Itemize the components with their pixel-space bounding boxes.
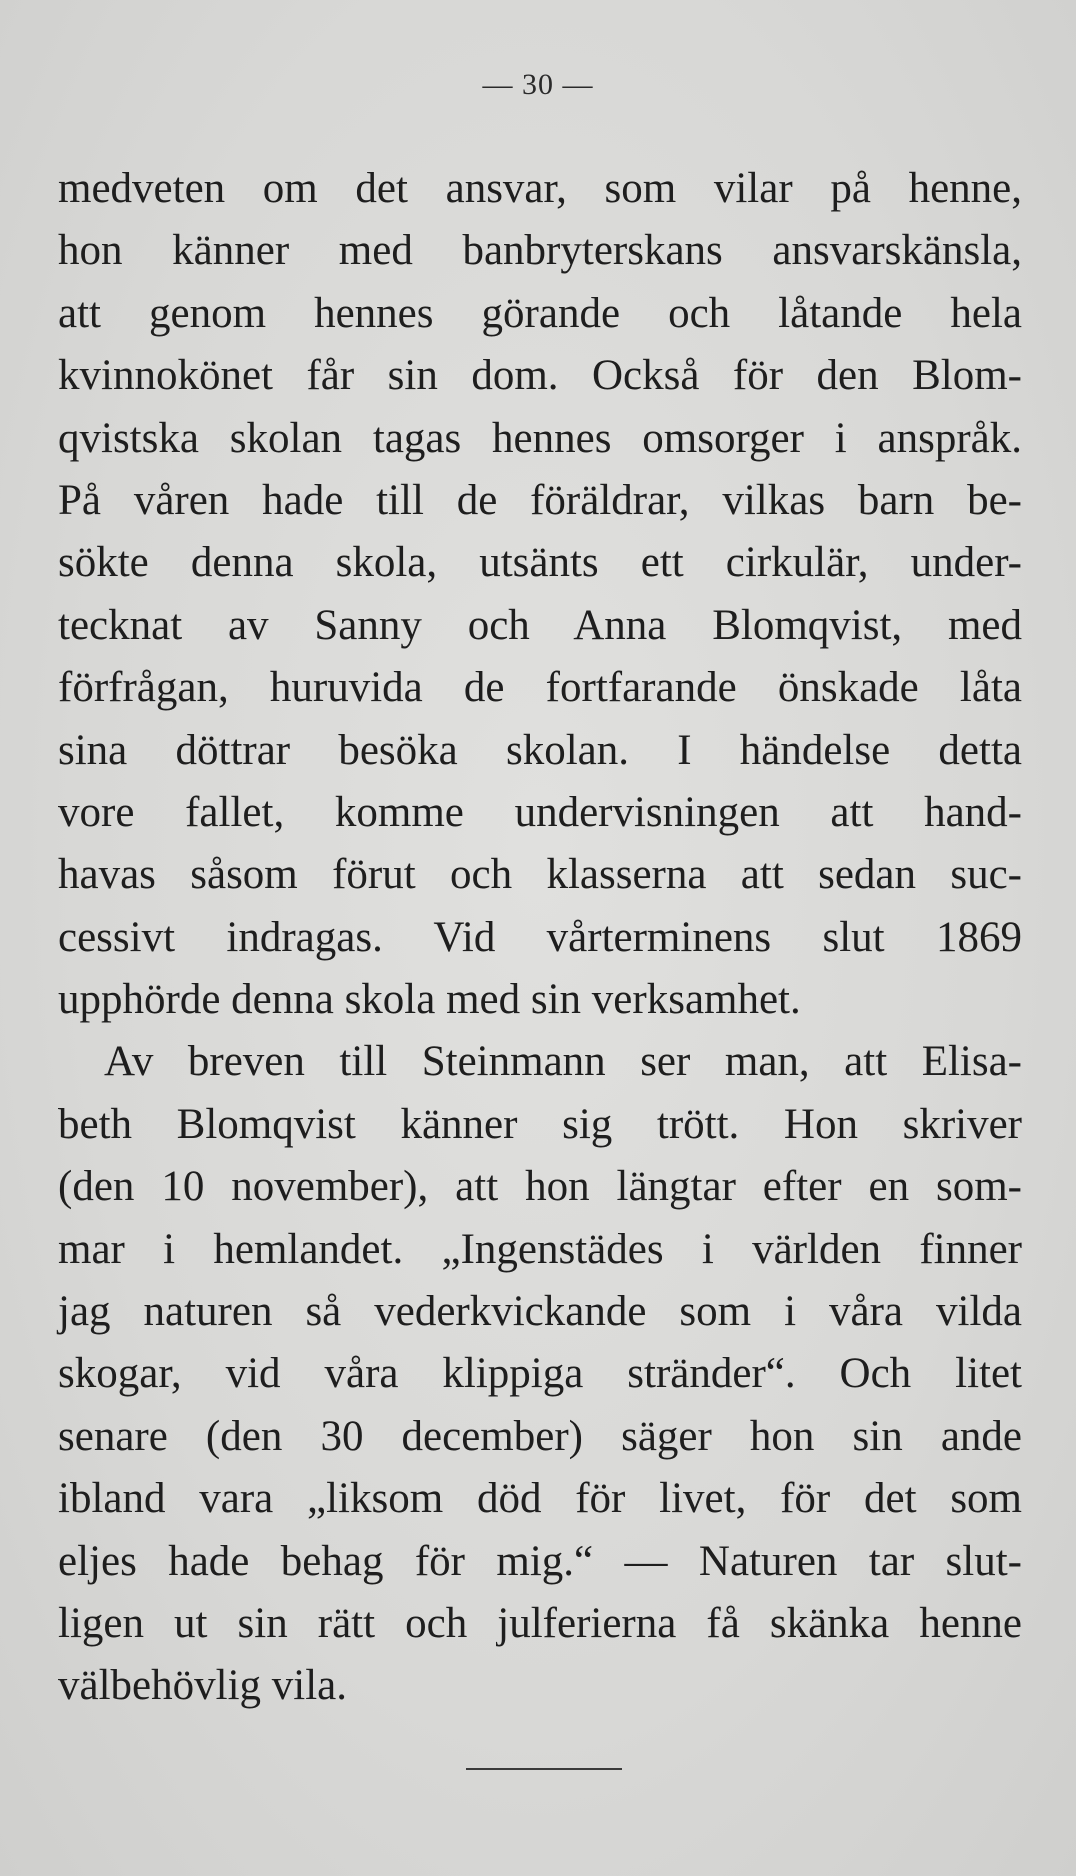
text-line: hon känner med banbryterskans ansvarskänsla,	[58, 227, 1022, 275]
text-line: sökte denna skola, utsänts ett cirkulär, under-	[58, 539, 1022, 587]
text-line: kvinnokönet får sin dom. Också för den Blom-	[58, 352, 1022, 400]
text-line: eljes hade behag för mig.“ — Naturen tar slut-	[58, 1537, 1022, 1585]
text-line: medveten om det ansvar, som vilar på henne,	[58, 165, 1022, 212]
text-line: qvistska skolan tagas hennes omsorger i anspråk.	[58, 414, 1022, 462]
text-line: ligen ut sin rätt och julferierna få skänka henne	[58, 1599, 1022, 1647]
text-line: senare (den 30 december) säger hon sin ande	[58, 1412, 1022, 1460]
text-line: förfrågan, huruvida de fortfarande önskade låta	[58, 664, 1022, 712]
text-line: tecknat av Sanny och Anna Blomqvist, med	[58, 601, 1022, 649]
text-line: sina döttrar besöka skolan. I händelse detta	[58, 726, 1022, 774]
text-line: välbehövlig vila.	[58, 1662, 347, 1710]
text-line: ibland vara „liksom död för livet, för det som	[58, 1475, 1022, 1523]
text-line: mar i hemlandet. „Ingenstädes i världen finner	[58, 1225, 1022, 1273]
text-line: vore fallet, komme undervisningen att hand-	[58, 788, 1022, 836]
page-number: — 30 —	[482, 68, 594, 101]
text-line: upphörde denna skola med sin verksamhet.	[58, 976, 801, 1024]
section-end-rule	[466, 1768, 622, 1770]
text-line: Av breven till Steinmann ser man, att Elisa-	[104, 1038, 1022, 1086]
text-line: att genom hennes görande och låtande hela	[58, 289, 1022, 337]
text-line: jag naturen så vederkvickande som i våra vilda	[58, 1288, 1022, 1336]
text-line: skogar, vid våra klippiga stränder“. Och litet	[58, 1350, 1022, 1398]
body-text	[58, 158, 1022, 1718]
text-line: havas såsom förut och klasserna att sedan suc-	[58, 851, 1022, 899]
text-line: (den 10 november), att hon längtar efter en som-	[58, 1163, 1022, 1211]
text-line: På våren hade till de föräldrar, vilkas barn be-	[58, 476, 1022, 524]
text-line: cessivt indragas. Vid vårterminens slut 1869	[58, 913, 1022, 961]
text-line: beth Blomqvist känner sig trött. Hon skriver	[58, 1100, 1022, 1148]
